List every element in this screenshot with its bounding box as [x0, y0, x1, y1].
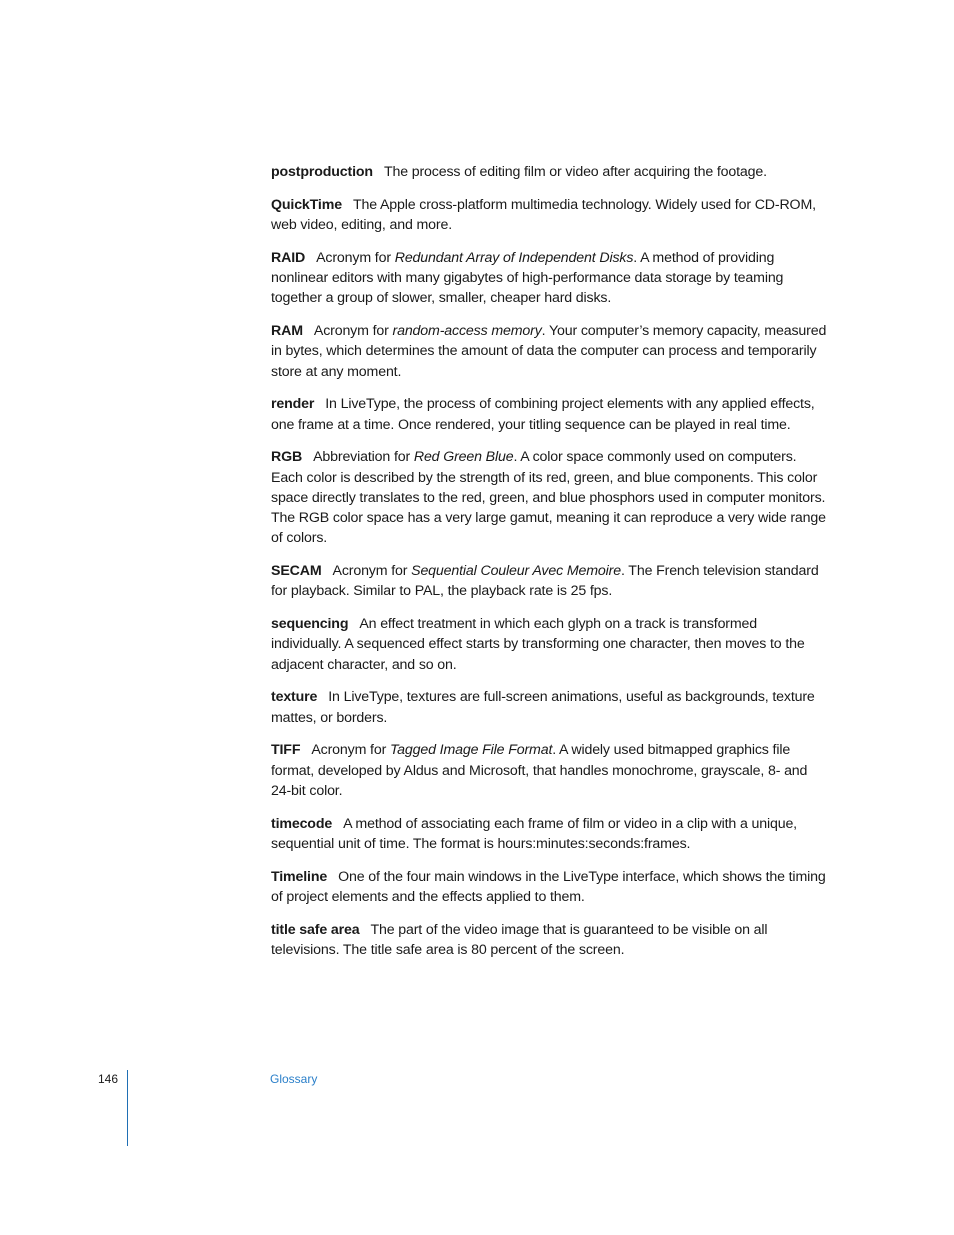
footer-section-link[interactable]: Glossary — [270, 1072, 318, 1086]
definition-text: The Apple cross-platform multimedia technology. Widely used for CD-ROM, web video, editing, and more. — [271, 196, 816, 233]
glossary-entry — [271, 162, 827, 182]
definition-italic-text: Red Green Blue — [413, 449, 514, 466]
definition-text: . Your computer’s memory capacity, measured in bytes, which determines the amount of data the computer can process and temporarily store at any moment. — [271, 322, 827, 380]
glossary-term: timecode — [271, 815, 333, 832]
definition-italic-text: random-access memory — [392, 322, 542, 339]
glossary-entry — [271, 321, 827, 382]
definition-text: The process of editing film or video after acquiring the footage. — [383, 164, 767, 180]
glossary-term: Timeline — [271, 868, 328, 885]
definition-text: . A color space commonly used on computers. Each color is described by the strength of its red, green, and blue components. This color space directly translates to the red, green, and blue phosphors used in computer monitors. The RGB color space has a very large gamut, meaning it can reproduce a very wide range of colors. — [271, 449, 826, 547]
glossary-definition — [271, 323, 826, 380]
glossary-definition — [271, 396, 815, 432]
glossary-entry — [271, 740, 827, 801]
definition-text: One of the four main windows in the LiveType interface, which shows the timing of project elements and the effects applied to them. — [271, 868, 826, 905]
glossary-definition — [271, 689, 815, 725]
definition-text: In LiveType, the process of combining project elements with any applied effects, one frame at a time. Once rendered, your titling sequence can be played in real time. — [271, 396, 815, 433]
glossary-definition — [384, 164, 767, 180]
definition-text: Acronym for — [311, 742, 390, 759]
definition-italic-text: Sequential Couleur Avec Memoire — [411, 563, 621, 580]
page-number: 146 — [98, 1072, 119, 1086]
glossary-entry — [271, 447, 827, 548]
definition-text: Acronym for — [316, 249, 395, 266]
definition-text: . A method of providing nonlinear editors with many gigabytes of high-performance data storage by teaming together a group of slower, smaller, cheaper hard disks. — [271, 249, 784, 307]
glossary-definition — [271, 197, 816, 233]
definition-text: In LiveType, textures are full-screen animations, useful as backgrounds, texture mattes, or borders. — [271, 689, 815, 726]
glossary-definition — [271, 869, 826, 905]
glossary-definition — [271, 616, 805, 673]
definition-italic-text: Tagged Image File Format — [389, 742, 553, 759]
glossary-term: texture — [271, 689, 318, 706]
glossary-term: postproduction — [271, 164, 373, 180]
definition-text: An effect treatment in which each glyph on a track is transformed individually. A sequenced effect starts by transforming one character, then moves to the adjacent character, and so on. — [271, 616, 805, 673]
glossary-definition — [271, 563, 819, 599]
glossary-definition — [271, 816, 797, 852]
glossary-definition — [271, 449, 826, 546]
definition-text: Acronym for — [332, 563, 412, 580]
glossary-entry — [271, 195, 827, 236]
glossary-term: sequencing — [271, 616, 349, 633]
definition-text: . A widely used bitmapped graphics file format, developed by Aldus and Microsoft, that handles monochrome, grayscale, 8- and 24-bit color. — [271, 742, 808, 799]
definition-text: Abbreviation for — [313, 449, 414, 466]
glossary-term: title safe area — [271, 921, 360, 938]
glossary-entry — [271, 394, 827, 435]
definition-text: . The French television standard for playback. Similar to PAL, the playback rate is 25 fps. — [271, 563, 819, 600]
glossary-term: TIFF — [271, 742, 301, 759]
glossary-entry — [271, 561, 827, 602]
glossary-definition — [271, 250, 783, 307]
definition-text: The part of the video image that is guaranteed to be visible on all televisions. The title safe area is 80 percent of the screen. — [271, 921, 768, 958]
glossary-entry — [271, 687, 827, 728]
glossary-definition — [271, 742, 807, 799]
glossary-term: SECAM — [271, 563, 322, 580]
glossary-term: RAM — [271, 322, 303, 339]
glossary-entry — [271, 920, 827, 961]
definition-text: A method of associating each frame of film or video in a clip with a unique, sequential unit of time. The format is hours:minutes:seconds:frames. — [271, 815, 797, 852]
glossary-term: render — [271, 396, 315, 413]
glossary-entry — [271, 814, 827, 855]
glossary-entry — [271, 614, 827, 675]
glossary-term: RGB — [271, 449, 303, 466]
glossary-entries — [271, 162, 827, 973]
footer-divider — [127, 1070, 128, 1146]
definition-italic-text: Redundant Array of Independent Disks — [394, 249, 634, 266]
definition-text: Acronym for — [313, 322, 393, 339]
glossary-term: QuickTime — [271, 196, 342, 213]
glossary-entry — [271, 867, 827, 908]
glossary-entry — [271, 248, 827, 309]
glossary-term: RAID — [271, 249, 306, 266]
